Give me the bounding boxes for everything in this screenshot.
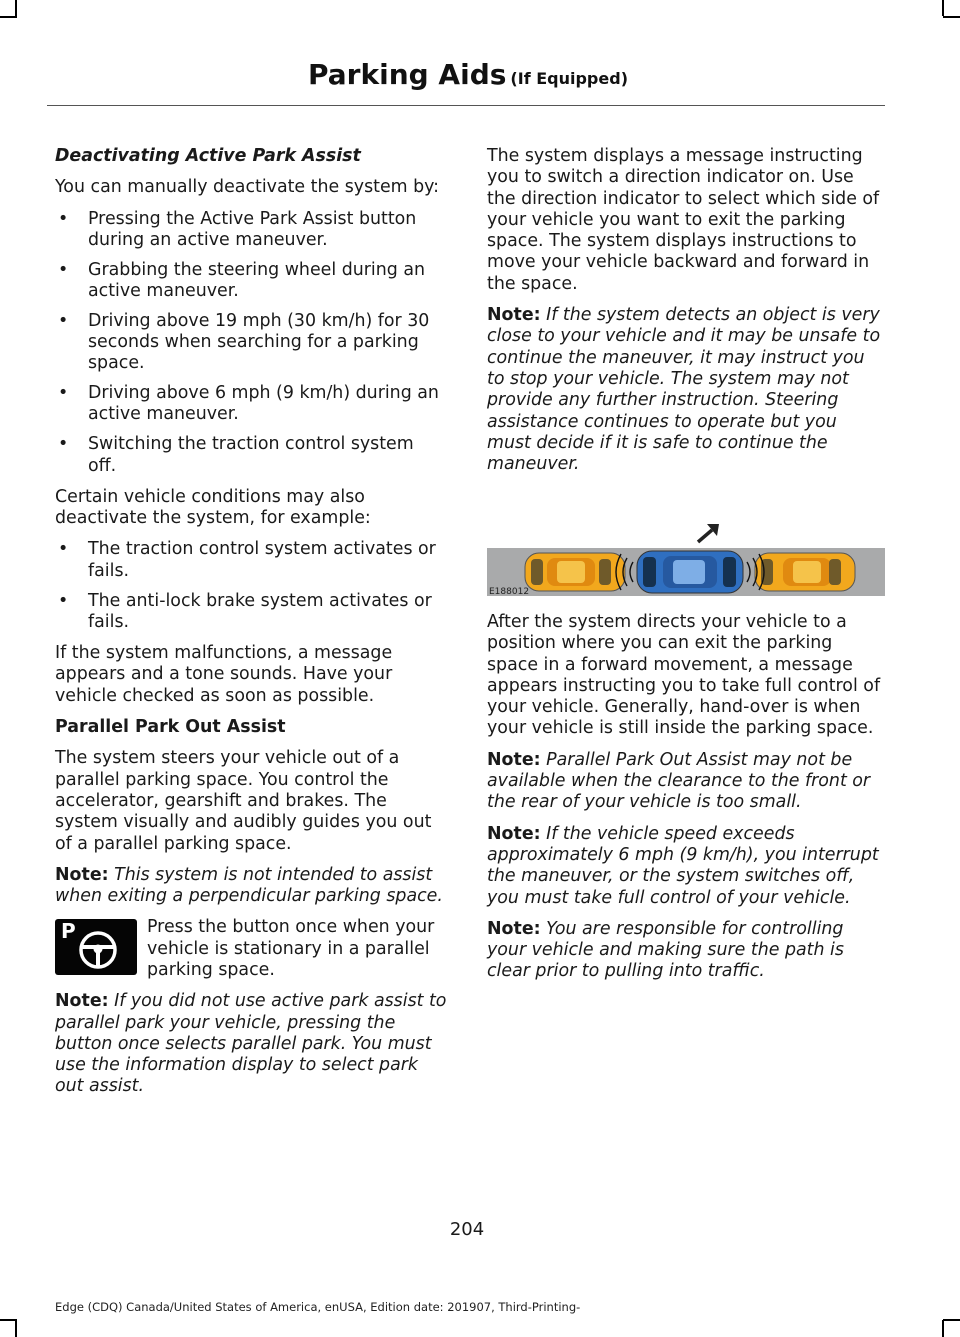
left-column bbox=[55, 146, 447, 1108]
crop-mark bbox=[15, 1320, 17, 1337]
note bbox=[487, 824, 881, 909]
park-assist-button-icon bbox=[55, 919, 137, 975]
exit-arrow-icon bbox=[698, 524, 719, 542]
note-label: Note: bbox=[487, 749, 541, 770]
park-assist-letter: P bbox=[61, 919, 76, 944]
manual-deactivation-list bbox=[55, 209, 447, 477]
list-item: • Driving above 19 mph (30 km/h) for 30 seconds when searching for a parking space. bbox=[55, 311, 447, 375]
main-vehicle bbox=[637, 551, 743, 593]
page-number: 204 bbox=[449, 1219, 485, 1240]
paragraph: The system steers your vehicle out of a parallel parking space. You control the accelerator, gearshift and brakes. The system visually and audibly guides you out of a parallel parking space. bbox=[55, 748, 432, 854]
list-item: • Grabbing the steering wheel during an active maneuver. bbox=[55, 260, 447, 303]
paragraph: After the system directs your vehicle to a position where you can exit the parking space in a forward movement, a message appears instructing you to take full control of your vehicle. Generally, hand-over is when your vehicle is still inside the parking space. bbox=[487, 612, 881, 739]
crop-mark bbox=[0, 1319, 17, 1321]
list-item: • Pressing the Active Park Assist button during an active maneuver. bbox=[55, 209, 447, 252]
list-item: • Driving above 6 mph (9 km/h) during an active maneuver. bbox=[55, 383, 447, 426]
note-label: Note: bbox=[55, 991, 109, 1012]
note bbox=[55, 991, 447, 1097]
condition-list bbox=[55, 539, 447, 633]
note-text: If the vehicle speed exceeds approximately 6 mph (9 km/h), you interrupt the maneuver, or the system switches off, you must take full control of your vehicle. bbox=[487, 823, 879, 908]
footer-edition: Edge (CDQ) Canada/United States of America, enUSA, Edition date: 201907, Third-Printing- bbox=[55, 1300, 581, 1314]
note-text: You are responsible for controlling your vehicle and making sure the path is clear prior to pulling into traffic. bbox=[487, 918, 844, 982]
note-text: This system is not intended to assist when exiting a perpendicular parking space. bbox=[55, 864, 443, 907]
crop-mark bbox=[943, 16, 960, 18]
crop-mark bbox=[943, 1319, 960, 1321]
image-code: E188012 bbox=[489, 587, 530, 597]
note-text: If the system detects an object is very close to your vehicle and it may be unsafe to continue the maneuver, it may instruct you to stop your vehicle. The system may not provide any further instruction. Steering assistance continues to operate but you must decide if it is safe to continue the maneuver. bbox=[487, 305, 881, 475]
header-subtitle: (If Equipped) bbox=[510, 69, 628, 88]
section-heading-deactivating: Deactivating Active Park Assist bbox=[55, 146, 361, 166]
note-text: Parallel Park Out Assist may not be available when the clearance to the front or the rear of your vehicle is too small. bbox=[487, 749, 871, 813]
note-label: Note: bbox=[487, 918, 541, 939]
crop-mark bbox=[942, 1320, 944, 1337]
header-rule bbox=[47, 105, 885, 106]
right-column bbox=[487, 146, 881, 485]
section-heading-park-out: Parallel Park Out Assist bbox=[55, 717, 286, 738]
left-parked-car bbox=[525, 553, 625, 591]
paragraph: The system displays a message instructing you to switch a direction indicator on. Use the direction indicator to select which side of your vehicle you want to exit the parking space. The system displays instructions to move your vehicle backward and forward in the space. bbox=[487, 146, 880, 294]
header-title-text: Parking Aids bbox=[308, 58, 507, 91]
note-label: Note: bbox=[487, 305, 541, 326]
paragraph: If the system malfunctions, a message appears and a tone sounds. Have your vehicle checked as soon as possible. bbox=[55, 643, 393, 706]
list-item: • The anti-lock brake system activates or fails. bbox=[55, 591, 447, 634]
note-text: If you did not use active park assist to parallel park your vehicle, pressing the button once selects parallel park. You must use the information display to select park out assist. bbox=[55, 991, 447, 1097]
paragraph: You can manually deactivate the system by: bbox=[55, 177, 440, 198]
crop-mark bbox=[0, 16, 17, 18]
page-header-title bbox=[308, 58, 628, 91]
crop-mark bbox=[942, 0, 944, 16]
right-column-lower bbox=[487, 612, 881, 993]
note bbox=[487, 919, 881, 983]
note bbox=[487, 750, 881, 814]
steering-wheel-icon bbox=[55, 919, 137, 975]
note-label: Note: bbox=[487, 823, 541, 844]
list-item: • The traction control system activates or fails. bbox=[55, 539, 447, 582]
note-label: Note: bbox=[55, 864, 109, 885]
note bbox=[55, 865, 447, 908]
note bbox=[487, 305, 881, 475]
paragraph: Press the button once when your vehicle is stationary in a parallel parking space. bbox=[147, 917, 435, 980]
crop-mark bbox=[15, 0, 17, 16]
list-item: • Switching the traction control system off. bbox=[55, 434, 447, 477]
paragraph: Certain vehicle conditions may also deactivate the system, for example: bbox=[55, 486, 371, 529]
right-parked-car bbox=[755, 553, 855, 591]
park-out-illustration bbox=[487, 522, 885, 602]
button-instruction bbox=[55, 917, 447, 981]
